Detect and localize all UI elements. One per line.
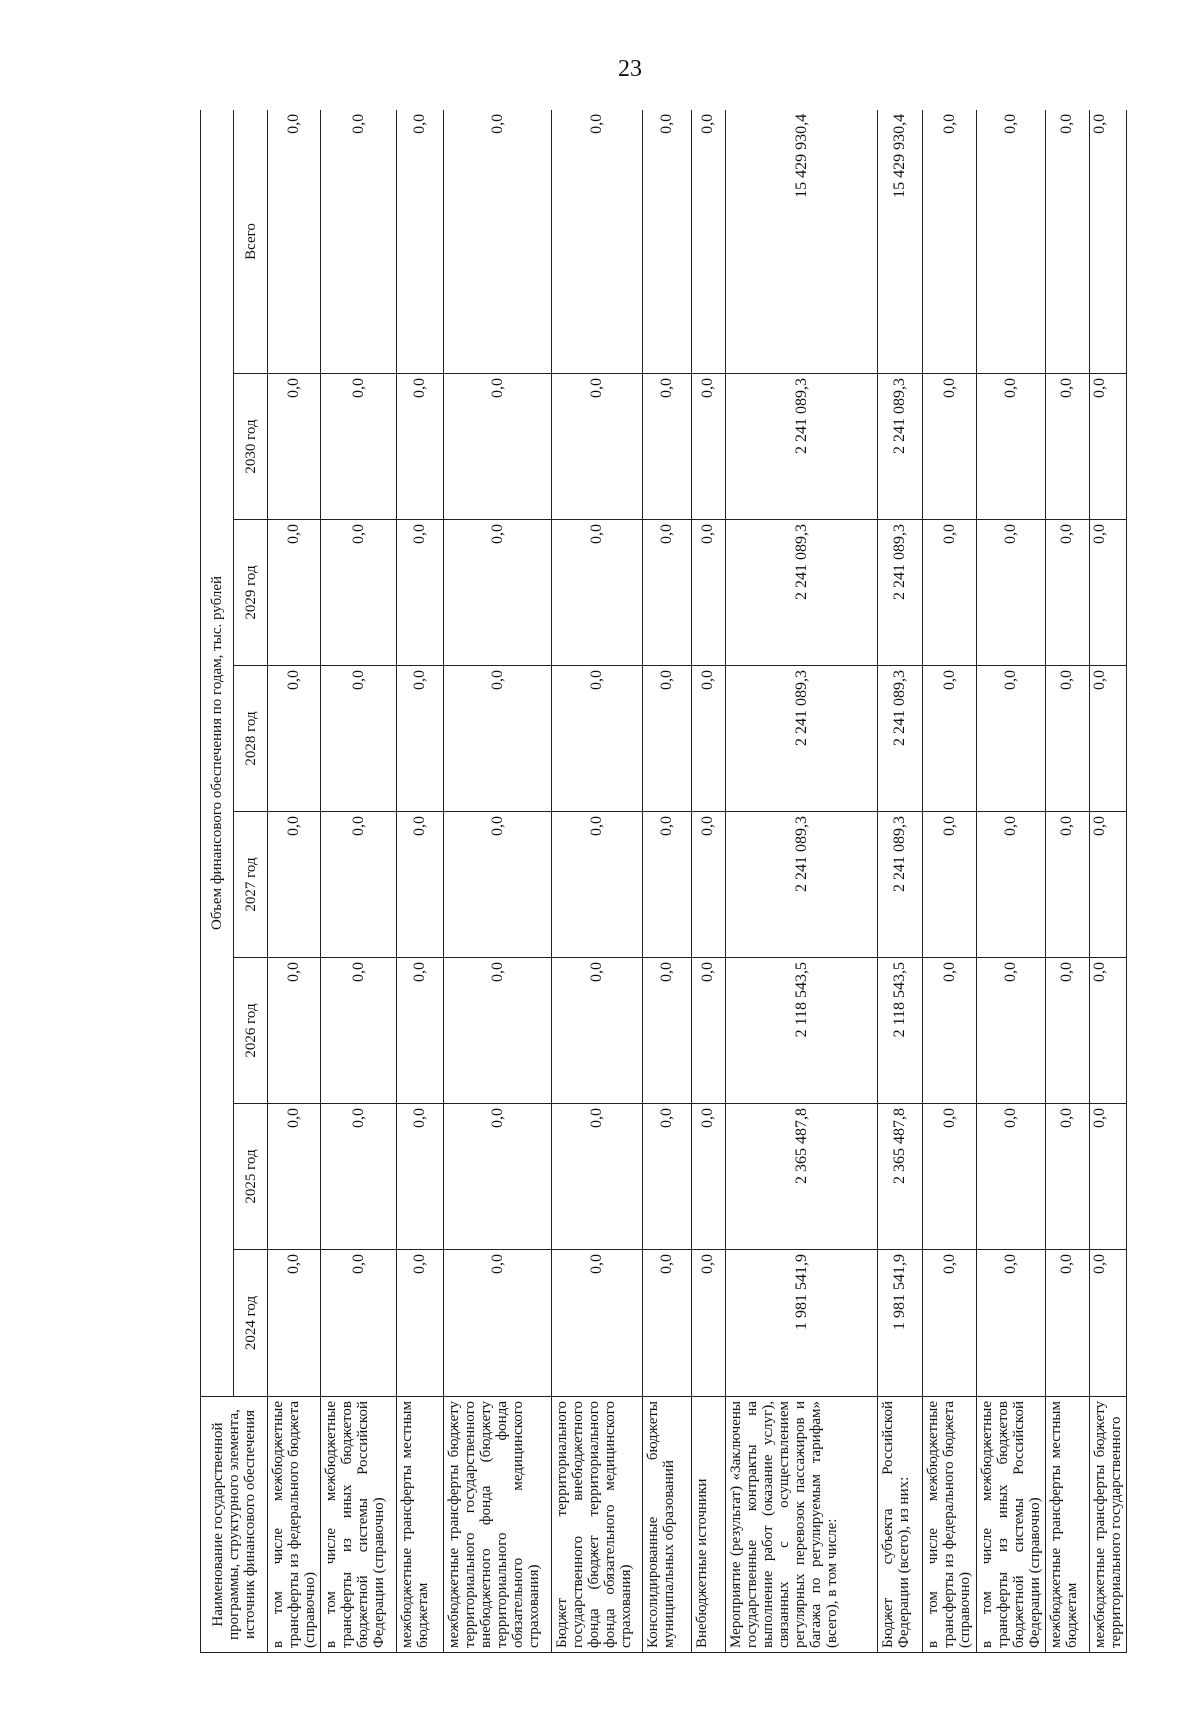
row-label: Мероприятие (результат) «Заключены государственные контракты на выполнение работ (оказание услуг), связанных с осуществлением регулярных перевозок пассажиров и багажа по регулируемым тарифам» (всего), в том числе: (726, 1397, 878, 1653)
value-cell: 0,0 (268, 520, 321, 666)
header-year: 2026 год (234, 958, 268, 1104)
value-cell: 0,0 (551, 374, 642, 520)
row-label: Бюджет субъекта Российской Федерации (всего), из них: (878, 1397, 923, 1653)
value-cell: 0,0 (551, 110, 642, 374)
value-cell: 0,0 (642, 812, 691, 958)
value-cell: 0,0 (1089, 374, 1126, 520)
value-cell: 0,0 (551, 1104, 642, 1250)
value-cell: 0,0 (444, 812, 551, 958)
row-label: Бюджет территориального государственного внебюджетного фонда (бюджет территориального фонда обязательного медицинского страхования) (551, 1397, 642, 1653)
value-cell: 0,0 (1089, 110, 1126, 374)
value-cell: 0,0 (923, 958, 976, 1104)
table-row (444, 110, 551, 1653)
header-name-column: Наименование государственной программы, структурного элемента, источник финансового обеспечения (201, 1397, 268, 1653)
table-body (268, 110, 1127, 1653)
value-cell: 0,0 (976, 110, 1045, 374)
value-cell: 0,0 (444, 666, 551, 812)
rotated-table-wrapper (200, 110, 1127, 1653)
table-row (1045, 110, 1089, 1653)
value-cell: 0,0 (642, 374, 691, 520)
value-cell: 1 981 541,9 (726, 1250, 878, 1397)
value-cell: 0,0 (268, 958, 321, 1104)
value-cell: 0,0 (976, 958, 1045, 1104)
header-year: 2028 год (234, 666, 268, 812)
value-cell: 0,0 (976, 520, 1045, 666)
value-cell: 2 241 089,3 (726, 666, 878, 812)
value-cell: 0,0 (321, 374, 397, 520)
value-cell: 0,0 (691, 374, 725, 520)
value-cell: 0,0 (268, 666, 321, 812)
value-cell: 2 241 089,3 (878, 520, 923, 666)
value-cell: 0,0 (444, 374, 551, 520)
table-row (642, 110, 691, 1653)
value-cell: 2 118 543,5 (878, 958, 923, 1104)
value-cell: 0,0 (642, 958, 691, 1104)
table-row (976, 110, 1045, 1653)
value-cell: 0,0 (923, 1104, 976, 1250)
value-cell: 0,0 (1045, 520, 1089, 666)
value-cell: 0,0 (1045, 666, 1089, 812)
header-group: Объем финансового обеспечения по годам, тыс. рублей (201, 110, 234, 1397)
table-container (200, 110, 1127, 1653)
value-cell: 0,0 (268, 110, 321, 374)
table-row (551, 110, 642, 1653)
value-cell: 0,0 (321, 1250, 397, 1397)
table-row (1089, 110, 1126, 1653)
value-cell: 1 981 541,9 (878, 1250, 923, 1397)
value-cell: 0,0 (1045, 110, 1089, 374)
table-row (691, 110, 725, 1653)
value-cell: 0,0 (691, 666, 725, 812)
value-cell: 0,0 (1089, 666, 1126, 812)
value-cell: 0,0 (397, 958, 444, 1104)
value-cell: 0,0 (976, 812, 1045, 958)
value-cell: 0,0 (1089, 1250, 1126, 1397)
value-cell: 0,0 (444, 110, 551, 374)
value-cell: 0,0 (268, 1250, 321, 1397)
value-cell: 0,0 (642, 1104, 691, 1250)
row-label: Внебюджетные источники (691, 1397, 725, 1653)
value-cell: 0,0 (1089, 812, 1126, 958)
value-cell: 0,0 (923, 520, 976, 666)
header-year: 2024 год (234, 1250, 268, 1397)
page-number: 23 (618, 56, 642, 82)
value-cell: 2 241 089,3 (726, 374, 878, 520)
row-label: Консолидированные бюджеты муниципальных образований (642, 1397, 691, 1653)
table-row (321, 110, 397, 1653)
row-label: межбюджетные трансферты местным бюджетам (1045, 1397, 1089, 1653)
header-year: 2027 год (234, 812, 268, 958)
value-cell: 0,0 (642, 666, 691, 812)
value-cell: 0,0 (691, 1104, 725, 1250)
value-cell: 0,0 (268, 374, 321, 520)
financing-table (200, 110, 1127, 1653)
value-cell: 0,0 (691, 958, 725, 1104)
value-cell: 0,0 (321, 812, 397, 958)
value-cell: 0,0 (1089, 958, 1126, 1104)
value-cell: 0,0 (551, 520, 642, 666)
value-cell: 0,0 (321, 520, 397, 666)
header-year: 2029 год (234, 520, 268, 666)
value-cell: 0,0 (551, 666, 642, 812)
value-cell: 0,0 (397, 666, 444, 812)
value-cell: 0,0 (923, 110, 976, 374)
value-cell: 0,0 (444, 1250, 551, 1397)
value-cell: 0,0 (642, 110, 691, 374)
value-cell: 2 241 089,3 (726, 520, 878, 666)
value-cell: 0,0 (321, 666, 397, 812)
value-cell: 0,0 (551, 958, 642, 1104)
value-cell: 0,0 (691, 812, 725, 958)
value-cell: 0,0 (321, 958, 397, 1104)
value-cell: 0,0 (976, 374, 1045, 520)
value-cell: 2 241 089,3 (878, 666, 923, 812)
value-cell: 0,0 (923, 1250, 976, 1397)
value-cell: 0,0 (1045, 958, 1089, 1104)
table-row (878, 110, 923, 1653)
value-cell: 0,0 (1089, 520, 1126, 666)
value-cell: 2 118 543,5 (726, 958, 878, 1104)
value-cell: 0,0 (397, 1104, 444, 1250)
row-label: в том числе межбюджетные трансферты из федерального бюджета (справочно) (923, 1397, 976, 1653)
value-cell: 0,0 (923, 812, 976, 958)
value-cell: 0,0 (551, 812, 642, 958)
value-cell: 0,0 (1045, 374, 1089, 520)
value-cell: 0,0 (1045, 1250, 1089, 1397)
value-cell: 0,0 (444, 1104, 551, 1250)
value-cell: 0,0 (1045, 1104, 1089, 1250)
value-cell: 0,0 (923, 666, 976, 812)
value-cell: 0,0 (444, 520, 551, 666)
value-cell: 0,0 (976, 1104, 1045, 1250)
value-cell: 0,0 (1089, 1104, 1126, 1250)
header-year: 2030 год (234, 374, 268, 520)
value-cell: 2 365 487,8 (878, 1104, 923, 1250)
value-cell: 0,0 (321, 110, 397, 374)
row-label: межбюджетные трансферты бюджету территориального государственного (1089, 1397, 1126, 1653)
row-label: в том числе межбюджетные трансферты из иных бюджетов бюджетной системы Российской Федерации (справочно) (321, 1397, 397, 1653)
value-cell: 0,0 (397, 374, 444, 520)
value-cell: 0,0 (691, 520, 725, 666)
value-cell: 0,0 (397, 520, 444, 666)
value-cell: 0,0 (397, 110, 444, 374)
value-cell: 0,0 (444, 958, 551, 1104)
value-cell: 0,0 (1045, 812, 1089, 958)
value-cell: 15 429 930,4 (878, 110, 923, 374)
header-year: Всего (234, 110, 268, 374)
value-cell: 0,0 (923, 374, 976, 520)
value-cell: 2 365 487,8 (726, 1104, 878, 1250)
value-cell: 0,0 (976, 1250, 1045, 1397)
table-row (397, 110, 444, 1653)
row-label: в том числе межбюджетные трансферты из федерального бюджета (справочно) (268, 1397, 321, 1653)
value-cell: 0,0 (976, 666, 1045, 812)
value-cell: 15 429 930,4 (726, 110, 878, 374)
value-cell: 0,0 (397, 1250, 444, 1397)
value-cell: 0,0 (691, 1250, 725, 1397)
table-row (923, 110, 976, 1653)
value-cell: 0,0 (551, 1250, 642, 1397)
value-cell: 2 241 089,3 (878, 812, 923, 958)
table-row (268, 110, 321, 1653)
value-cell: 0,0 (642, 520, 691, 666)
value-cell: 0,0 (321, 1104, 397, 1250)
row-label: в том числе межбюджетные трансферты из иных бюджетов бюджетной системы Российской Федерации (справочно) (976, 1397, 1045, 1653)
table-row (726, 110, 878, 1653)
header-year: 2025 год (234, 1104, 268, 1250)
value-cell: 0,0 (642, 1250, 691, 1397)
value-cell: 0,0 (397, 812, 444, 958)
value-cell: 2 241 089,3 (726, 812, 878, 958)
value-cell: 2 241 089,3 (878, 374, 923, 520)
value-cell: 0,0 (268, 1104, 321, 1250)
row-label: межбюджетные трансферты местным бюджетам (397, 1397, 444, 1653)
value-cell: 0,0 (691, 110, 725, 374)
row-label: межбюджетные трансферты бюджету территориального государственного внебюджетного фонда (бюджету территориального фонда обязательного медицинского страхования) (444, 1397, 551, 1653)
value-cell: 0,0 (268, 812, 321, 958)
